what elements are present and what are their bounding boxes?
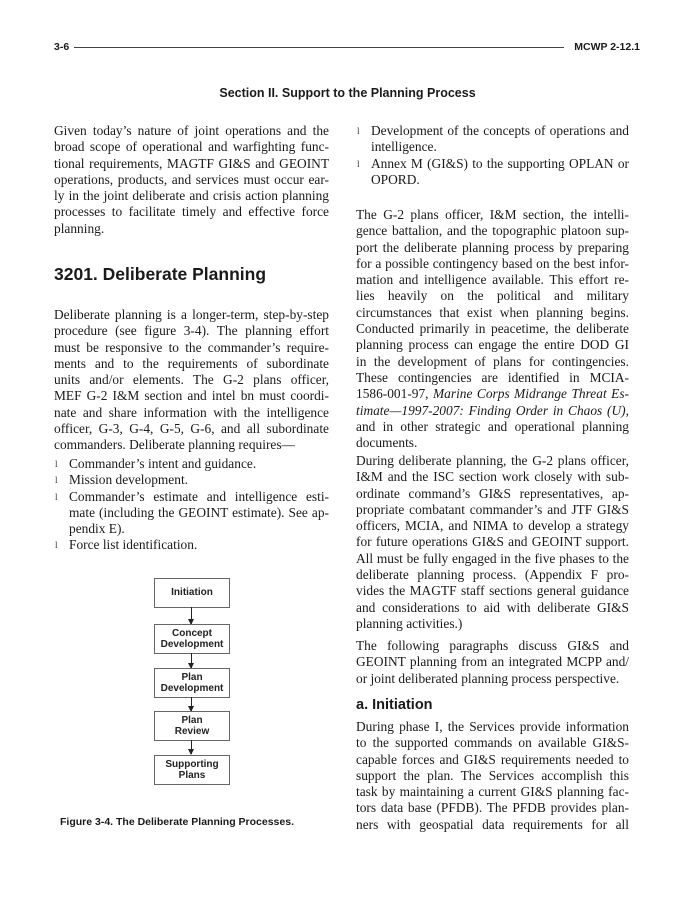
text-line: port the deliberate planning process by preparing (356, 239, 629, 255)
text-line: These contingencies are identified in MCIA- (356, 369, 629, 385)
flow-step-label: Review (174, 726, 210, 737)
text-line: units and/or elements. The G-2 plans officer, (54, 372, 329, 388)
flow-step-label: Development (160, 683, 224, 694)
page-number: 3-6 (54, 41, 70, 53)
text-line: All must be fully engaged in the five phases to the (356, 550, 629, 566)
text-line: ments and to the requirements of subordinate (54, 355, 329, 371)
text-line: The G-2 plans officer, I&M section, the intelli- (356, 207, 629, 222)
text-line: planning process can engage the entire DOD GI (356, 337, 629, 353)
text-line: Annex M (GI&S) to the supporting OPLAN or (371, 155, 629, 171)
bullet-mark: l (55, 540, 58, 551)
text-line: support the plan. The Services accomplish this (356, 767, 629, 783)
publication-title: timate—1997-2007: Finding Order in Chaos (U) (356, 402, 626, 418)
document-id: MCWP 2-12.1 (574, 41, 640, 53)
arrow-down-icon (191, 740, 192, 754)
text-line: pendix E). (69, 521, 125, 537)
intro-paragraph (54, 123, 329, 237)
text-line (356, 386, 629, 402)
text-line: tors data base (PFDB). The PFDB provides plan- (356, 800, 629, 816)
text-line: ordinate command’s GI&S representatives, ap- (356, 485, 629, 501)
bullet-mark: l (55, 459, 58, 469)
list-item (54, 537, 329, 553)
text-line: operations, products, and services must occur ear- (54, 171, 329, 187)
text-line: broad scope of operational and warfighting func- (54, 139, 329, 155)
bullet-mark: l (55, 475, 58, 486)
text-line: mation and intelligence available. This effort re- (356, 272, 629, 288)
text-line: task by maintaining a current GI&S planning fac- (356, 784, 629, 800)
text-line: ners with geospatial data requirements for all (356, 816, 629, 832)
bullet-mark: l (55, 491, 58, 502)
text-line: vides the MAGTF staff sections general guidance (356, 583, 629, 599)
bullet-mark: l (357, 158, 360, 169)
text-line: nate and share information with the intelligence (54, 404, 329, 420)
flow-step-plan-review (154, 711, 230, 741)
text-line: GEOINT planning from an integrated MCPP and/ (356, 654, 629, 670)
text-line: for future operations GI&S and GEOINT support. (356, 534, 629, 550)
text-line: mate (including the GEOINT estimate). See ap- (69, 504, 329, 520)
text-line: propriate combatant commander’s and JTF GI&S (356, 501, 629, 517)
text-line (356, 403, 629, 419)
text-line: deliberate planning process. (Appendix F pro- (356, 567, 629, 583)
header-rule (74, 47, 564, 48)
arrow-down-icon (191, 653, 192, 668)
flow-step-label: Concept (172, 627, 212, 639)
flow-step-initiation (154, 578, 230, 608)
text-line: and considerations to aid with deliberate GI&S (356, 599, 629, 615)
text-line: Development of the concepts of operations and (371, 123, 629, 138)
flow-step-label: Plans (178, 770, 206, 781)
list-item (356, 123, 629, 156)
text-line: lies heavily on the political and military (356, 288, 629, 304)
text-line: in the development of plans for contingencies. (356, 353, 629, 369)
text-line: The following paragraphs discuss GI&S and (356, 638, 629, 653)
text-line: Force list identification. (69, 537, 198, 553)
running-header (54, 41, 640, 55)
flow-step-label: Supporting (165, 758, 219, 770)
text-line: procedure (see figure 3-4). The planning effort (54, 323, 329, 339)
flow-step-label: Development (160, 639, 224, 650)
flow-step-concept-development (154, 624, 230, 654)
text-line: Deliberate planning is a longer-term, step-by-step (54, 307, 329, 322)
subheading-initiation: a. Initiation (356, 697, 433, 713)
heading-deliberate-planning: 3201. Deliberate Planning (54, 264, 267, 284)
text-line: intelligence. (371, 139, 437, 155)
text-line: planning. (54, 220, 105, 236)
flow-step-label: Plan (181, 714, 203, 726)
text-line: MEF G-2 I&M section and intel bn must coordi- (54, 388, 329, 404)
flow-step-label: Initiation (171, 587, 213, 599)
text-line: officer, G-3, G-4, G-5, G-6, and all subordinate (54, 421, 329, 437)
text-line: for a possible contingency based on the best infor- (356, 255, 629, 271)
initiation-paragraph (356, 719, 629, 833)
list-item (54, 472, 329, 488)
text-line: Commander’s estimate and intelligence esti- (69, 488, 329, 504)
text-line: gence battalion, and the topographic platoon sup- (356, 223, 629, 239)
text-line: tional requirements, MAGTF GI&S and GEOINT (54, 155, 329, 171)
following-paragraphs-intro (356, 638, 629, 687)
text-line: planning activities.) (356, 615, 463, 631)
text-line: to the supported commands on available GI&S- (356, 735, 629, 751)
requirements-list-continued (356, 123, 629, 188)
flow-step-plan-development (154, 668, 230, 698)
flow-step-supporting-plans (154, 755, 230, 785)
arrow-down-icon (191, 607, 192, 624)
section-title: Section II. Support to the Planning Process (219, 86, 476, 100)
text-line: and in other strategic and operational planning (356, 418, 629, 434)
text-line: Commander’s intent and guidance. (69, 456, 257, 471)
text-line: officers, MCIA, and NIMA to develop a strategy (356, 518, 629, 534)
text-line: Mission development. (69, 472, 189, 488)
text-line: documents. (356, 435, 418, 451)
coordination-paragraph (356, 453, 629, 632)
publication-title: Marine Corps Midrange Threat Es- (433, 386, 629, 402)
text-line: must be responsive to the commander’s require- (54, 339, 329, 355)
list-item (54, 489, 329, 538)
text-line: circumstances that exist when planning begins. (356, 304, 629, 320)
text-line: OPORD. (371, 171, 420, 187)
list-item (356, 156, 629, 189)
list-item (54, 456, 329, 472)
text-line: processes to facilitate timely and effective force (54, 204, 329, 220)
requirements-list (54, 456, 329, 554)
arrow-down-icon (191, 697, 192, 711)
text-line: or joint deliberated planning process perspective. (356, 670, 620, 686)
text-line: capable forces and GI&S requirements needed to (356, 751, 629, 767)
text-line: Given today’s nature of joint operations and the (54, 123, 329, 138)
g2-support-paragraph (356, 207, 629, 451)
flow-step-label: Plan (181, 671, 203, 683)
text-line: During phase I, the Services provide information (356, 719, 629, 734)
bullet-mark: l (357, 126, 360, 136)
deliberate-planning-paragraph (54, 307, 329, 454)
text-line: ly in the joint deliberate and crisis action planning (54, 188, 329, 204)
figure-caption: Figure 3-4. The Deliberate Planning Processes. (60, 816, 294, 828)
text-run: 1586-001-97, (356, 386, 434, 402)
text-line: I&M and the ISC section work closely with sub- (356, 469, 629, 485)
text-run: , (625, 402, 629, 418)
text-line: During deliberate planning, the G-2 plans officer, (356, 453, 629, 468)
text-line: commanders. Deliberate planning requires— (54, 437, 295, 453)
text-line: Conducted primarily in peacetime, the deliberate (356, 321, 629, 337)
